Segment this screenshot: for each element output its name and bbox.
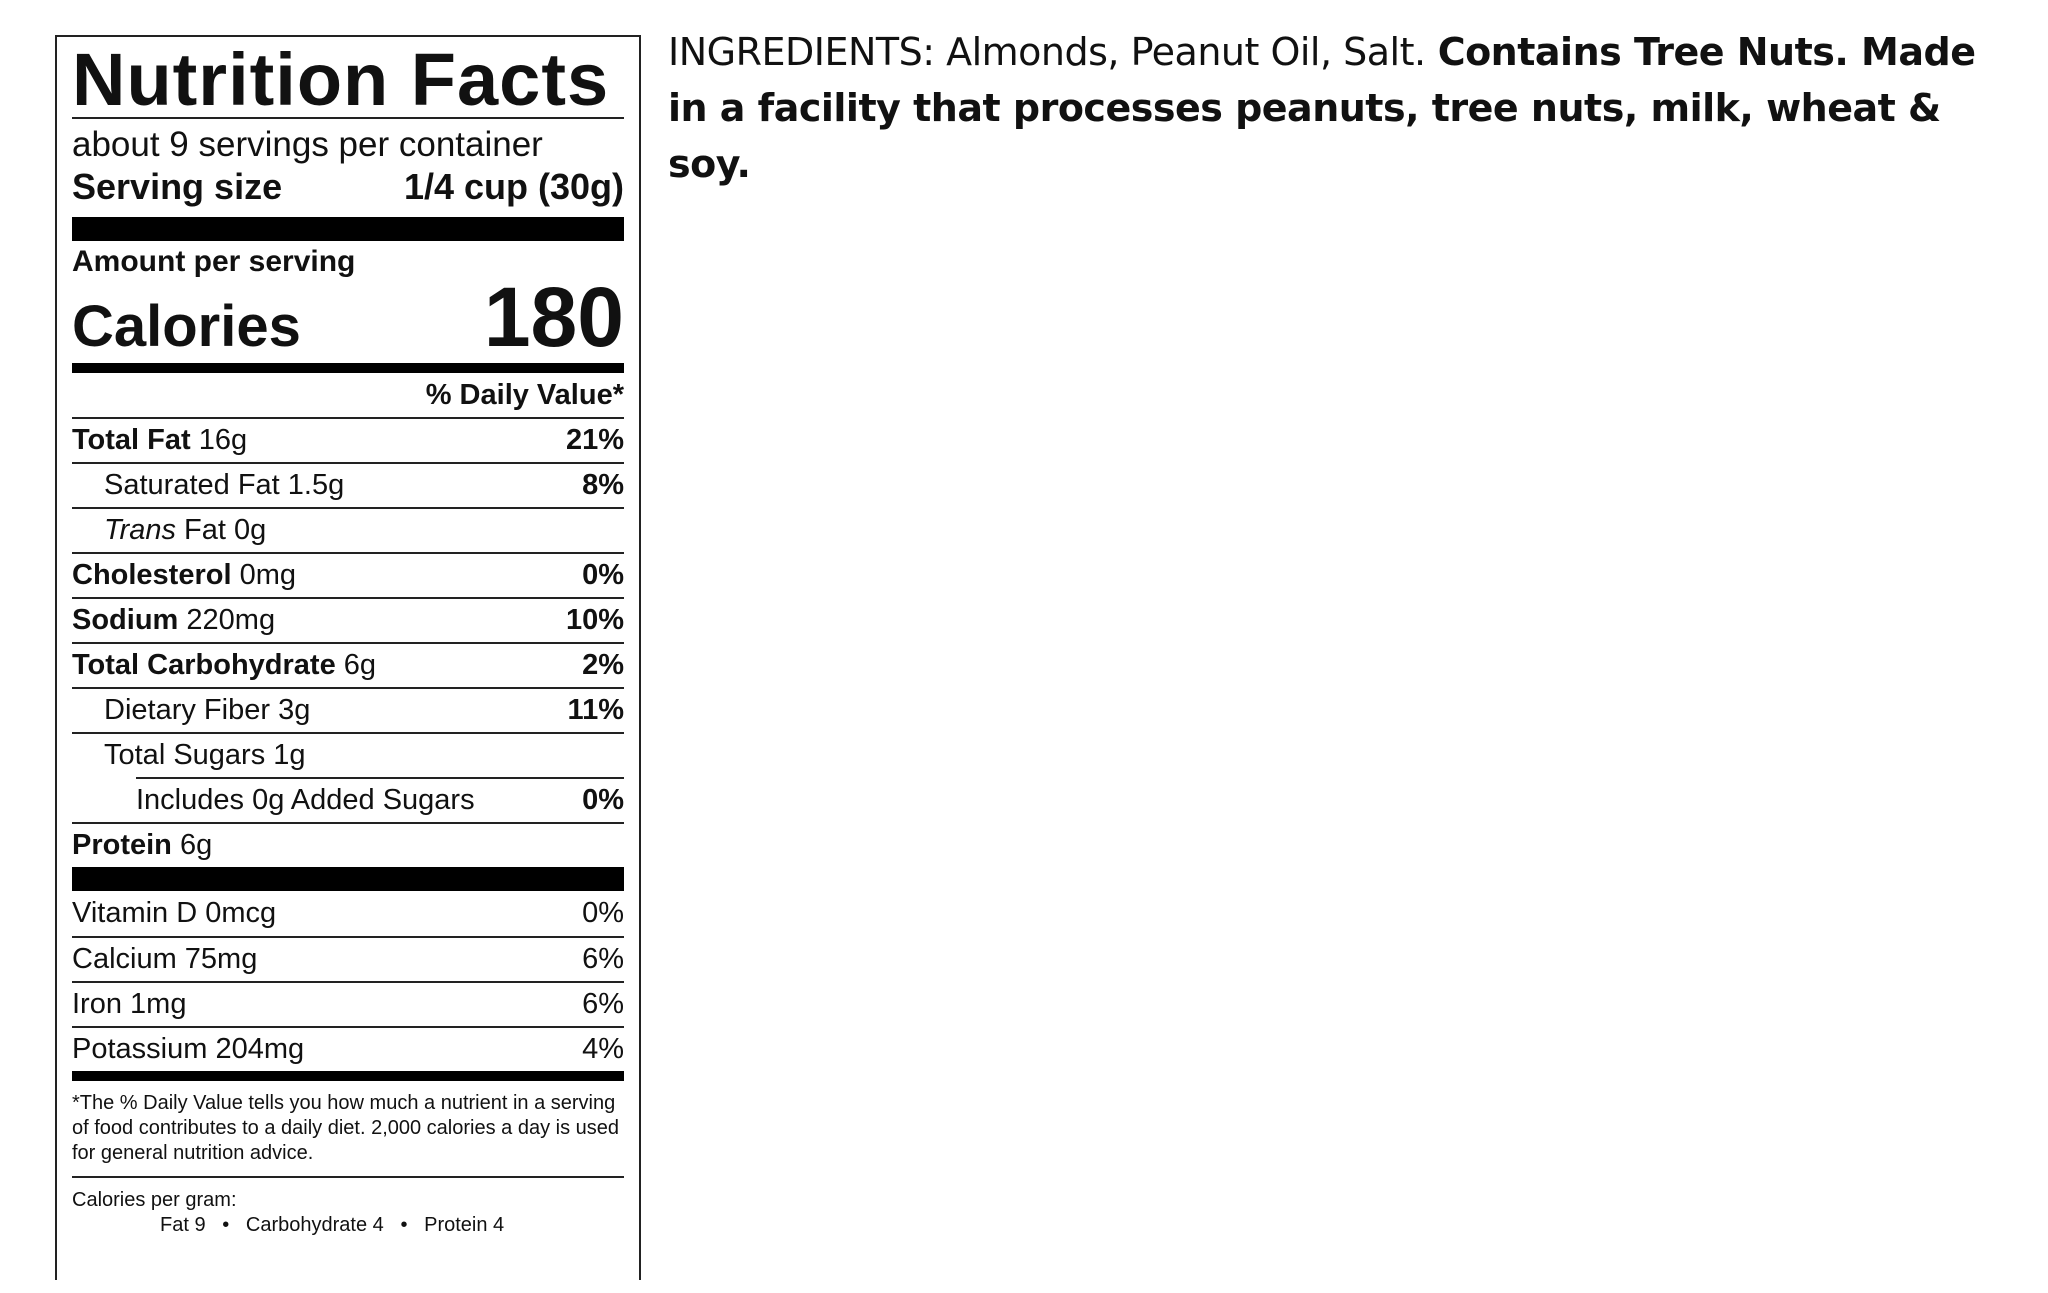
serving-size-label: Serving size [72,166,283,207]
nutrient-dv: 10% [565,604,624,636]
nutrient-name: Total Fat [72,424,191,456]
nutrient-dv: 0% [582,559,624,591]
daily-value-footnote: *The % Daily Value tells you how much a nutrient in a serving of food contributes to a daily diet. 2,000 calories a day is used for general nutrition advice. [72,1091,624,1178]
vitamin-name: Calcium 75mg [72,943,258,975]
nutrient-name: Saturated Fat [104,469,280,501]
nutrient-row-total-carbohydrate [72,642,624,687]
amount-per-serving: Amount per serving [72,245,356,278]
serving-size-row [72,167,624,207]
nutrient-amount: 3g [278,694,311,726]
vitamin-dv: 6% [582,943,624,975]
nutrient-row-trans-fat [72,507,624,552]
nutrient-name: Protein [72,829,172,861]
nutrition-facts-title: Nutrition Facts [72,38,610,121]
nutrient-amount: 0mg [239,559,297,591]
calories-per-gram-values [72,1213,624,1238]
calories-per-gram-text: Fat 9 • Carbohydrate 4 • Protein 4 [160,1214,505,1236]
nutrient-row-sodium [72,597,624,642]
nutrient-row-cholesterol [72,552,624,597]
nutrient-amount: 6g [343,649,377,681]
calories-row [72,270,624,364]
vitamin-name: Potassium 204mg [72,1033,305,1065]
nutrient-dv: 0% [582,784,624,816]
calories-value: 180 [483,270,624,364]
nutrient-name: Includes 0g Added Sugars [136,784,475,816]
vitamin-dv: 6% [582,988,624,1020]
nutrient-amount: 0g [234,514,267,546]
nutrient-row-added-sugars [136,777,624,822]
nutrient-row-saturated-fat [72,462,624,507]
servings-per-container: about 9 servings per container [72,125,543,164]
nutrient-dv: 8% [582,469,624,501]
ingredients-statement [668,24,2008,192]
nutrient-row-dietary-fiber [72,687,624,732]
calories-per-gram [72,1188,624,1238]
nutrient-row-total-sugars [72,732,624,777]
nutrient-amount: 1.5g [287,469,345,501]
nutrient-name: Total Carbohydrate [72,649,336,681]
nutrient-dv: 2% [582,649,624,681]
nutrient-amount: 16g [198,424,248,456]
allergen-statement: Contains Tree Nuts. Made in a facility that processes peanuts, tree nuts, milk, wheat & soy. [668,30,1976,186]
vitamin-name: Vitamin D 0mcg [72,897,277,929]
vitamin-row-vitamin-d [72,891,624,936]
vitamin-row-calcium [72,936,624,981]
serving-size-value: 1/4 cup (30g) [403,166,624,207]
nutrient-dv: 21% [565,424,624,456]
ingredients-list: INGREDIENTS: Almonds, Peanut Oil, Salt. [668,30,1426,74]
nutrient-row-total-fat [72,417,624,462]
nutrient-dv: 11% [567,694,624,726]
nutrient-name: Dietary Fiber [104,694,270,726]
vitamin-row-iron [72,981,624,1026]
nutrient-amount: 220mg [186,604,276,636]
vitamin-name: Iron 1mg [72,988,187,1020]
nutrient-row-protein [72,822,624,867]
vitamin-dv: 0% [582,897,624,929]
nutrition-facts-panel [55,35,641,1280]
vitamin-row-potassium [72,1026,624,1071]
nutrient-name: Cholesterol [72,559,232,591]
nutrient-name: Sodium [72,604,179,636]
nutrient-amount: 6g [179,829,213,861]
calories-label: Calories [72,294,301,359]
nutrient-amount: 1g [273,739,306,771]
nutrient-name: Fat [184,514,226,546]
daily-value-header: % Daily Value* [425,379,624,411]
nutrient-name-italic: Trans [104,514,176,546]
calories-per-gram-label: Calories per gram: [72,1189,237,1211]
vitamin-dv: 4% [582,1033,624,1065]
nutrient-name: Total Sugars [104,739,266,771]
